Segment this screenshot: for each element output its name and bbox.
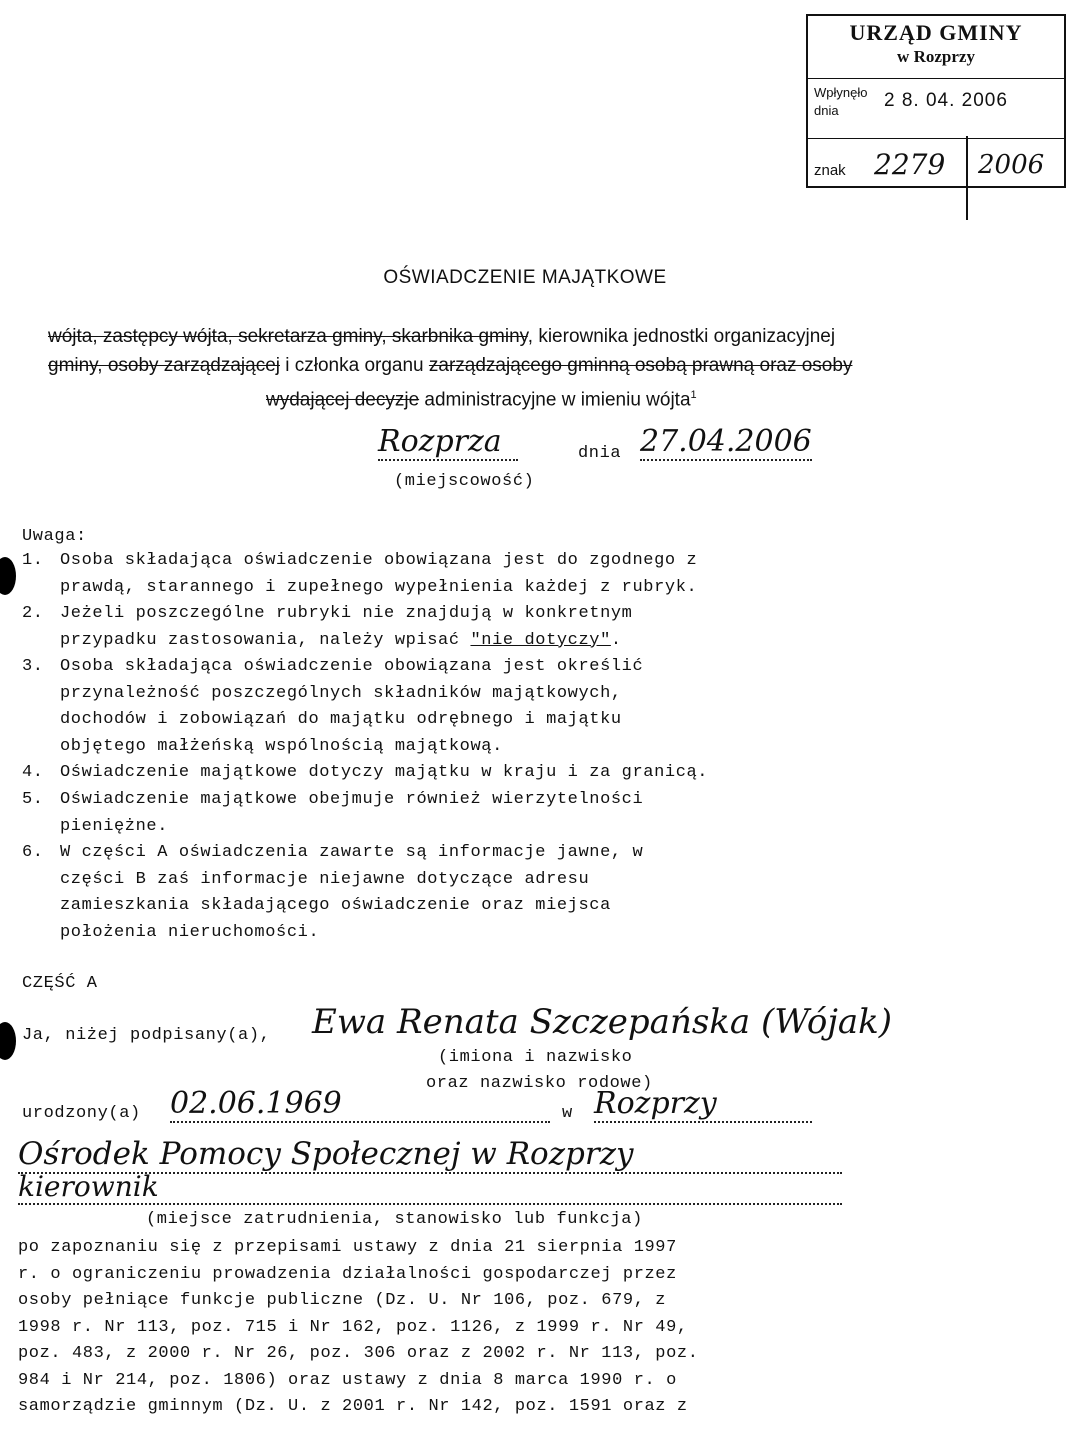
notes-heading: Uwaga: (22, 527, 87, 546)
signed-label: Ja, niżej podpisany(a), (22, 1026, 271, 1045)
born-label: urodzony(a) (22, 1104, 141, 1123)
part-a-heading: CZĘŚĆ A (22, 974, 98, 993)
stamp-divider (808, 138, 1064, 139)
legal-paragraph (18, 1235, 838, 1421)
list-item: 1. Osoba składająca oświadczenie obowiązana jest do zgodnego z prawdą, starannego i zupełnego wypełnienia każdej z rubryk. (22, 551, 698, 597)
name-value: Ewa Renata Szczepańska (Wójak) (312, 1002, 893, 1042)
list-item: 6. W części A oświadczenia zawarte są informacje jawne, w części B zaś informacje niejawne dotyczące adresu zamieszkania składającego oświadczenie oraz miejsca położenia nieruchomości. (22, 843, 644, 942)
stamp-divider (808, 78, 1064, 79)
list-item: 4. Oświadczenie majątkowe dotyczy majątku w kraju i za granicą. (22, 763, 709, 782)
name-caption-1: (imiona i nazwisko (438, 1048, 633, 1067)
struck-text: wójta, zastępcy wójta, sekretarza gminy, skarbnika gminy (48, 326, 528, 347)
page-title: OŚWIADCZENIE MAJĄTKOWE (383, 267, 667, 288)
stamp-received-label: Wpłynęło dnia (814, 85, 868, 118)
subtitle-line-2 (48, 355, 852, 377)
list-item: 5. Oświadczenie majątkowe obejmuje również wierzytelności pieniężne. (22, 790, 644, 836)
born-place: Rozprzy (594, 1086, 812, 1123)
employment-caption: (miejsce zatrudnienia, stanowisko lub funkcja) (146, 1210, 643, 1229)
stamp-sign-number: 2279 (874, 148, 946, 181)
stamp-received-date: 2 8. 04. 2006 (884, 90, 1008, 111)
place-caption: (miejscowość) (394, 472, 535, 491)
stamp-sign-year: 2006 (978, 150, 1045, 180)
stamp-sign-label: znak (814, 162, 846, 179)
stamp-office-line2: w Rozprzy (897, 47, 975, 66)
struck-text: wydającej decyzje (266, 389, 420, 411)
place-value: Rozprza (378, 424, 518, 461)
born-date: 02.06.1969 (170, 1086, 550, 1123)
subtitle-line-1 (48, 326, 835, 348)
subtitle-text: , kierownika jednostki organizacyjnej (527, 326, 836, 347)
punch-hole-mark (0, 1022, 16, 1060)
stamp-slash (966, 136, 968, 220)
punch-hole-mark (0, 557, 16, 595)
paragraph-line: po zapoznaniu się z przepisami ustawy z dnia 21 sierpnia 1997 (18, 1238, 677, 1257)
struck-text: gminy, osoby zarządzającej (48, 355, 280, 376)
position-value: kierownik (18, 1170, 842, 1205)
employer-value: Ośrodek Pomocy Społecznej w Rozprzy (18, 1136, 842, 1174)
subtitle-text: administracyjne w imieniu wójta (419, 389, 691, 411)
registry-stamp (806, 14, 1066, 188)
struck-text: zarządzającego gminną osobą prawną oraz osoby (428, 355, 853, 376)
emphasis-text: "nie dotyczy" (470, 630, 611, 650)
paragraph-line: osoby pełniące funkcje publiczne (Dz. U. Nr 106, poz. 679, z (18, 1291, 667, 1310)
stamp-office-line1: URZĄD GMINY (849, 20, 1023, 45)
paragraph-line: 984 i Nr 214, poz. 1806) oraz ustawy z dnia 8 marca 1990 r. o (18, 1370, 677, 1390)
footnote-mark: 1 (690, 389, 697, 401)
subtitle-text: i członka organu (279, 355, 429, 376)
date-value: 27.04.2006 (640, 424, 812, 459)
paragraph-line: 1998 r. Nr 113, poz. 715 i Nr 162, poz. 1126, z 1999 r. Nr 49, (18, 1317, 688, 1337)
name-caption-2: oraz nazwisko rodowe) (426, 1074, 653, 1093)
paragraph-line: r. o ograniczeniu prowadzenia działalności gospodarczej przez (18, 1264, 677, 1284)
born-in-label: w (562, 1104, 573, 1123)
date-label: dnia (578, 444, 622, 463)
list-item: 3. Osoba składająca oświadczenie obowiązana jest określić przynależność poszczególnych składników majątkowych, dochodów i zobowiązań do majątku odrębnego i majątku objętego małżeńską wspólnością majątkową. (22, 657, 644, 756)
paragraph-line: samorządzie gminnym (Dz. U. z 2001 r. Nr 142, poz. 1591 oraz z (18, 1397, 688, 1416)
paragraph-line: poz. 483, z 2000 r. Nr 26, poz. 306 oraz z 2002 r. Nr 113, poz. (18, 1344, 699, 1363)
list-item: 2. Jeżeli poszczególne rubryki nie znajdują w konkretnym przypadku zastosowania, należy wpisać "nie dotyczy". (22, 604, 633, 650)
subtitle-line-3 (266, 389, 697, 411)
